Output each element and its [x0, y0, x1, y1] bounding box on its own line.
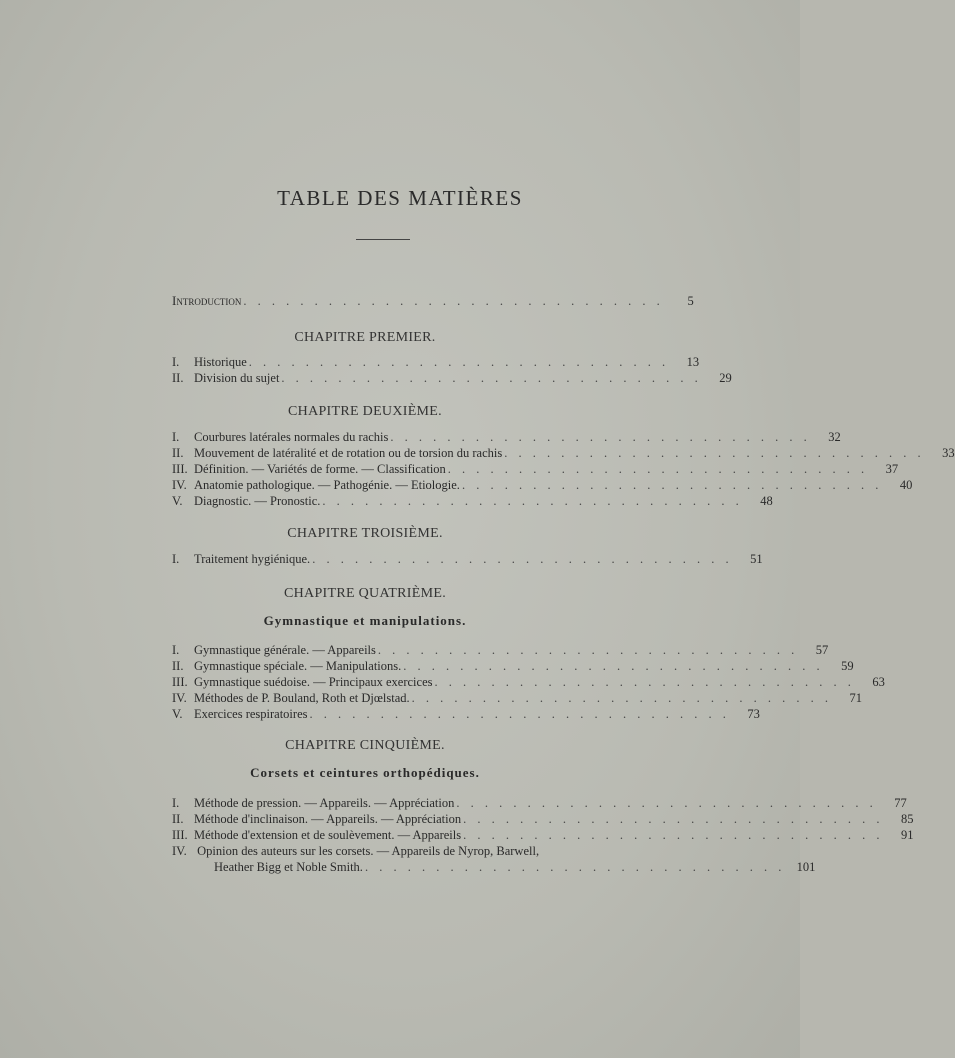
toc-entry-label: Méthodes de P. Bouland, Roth et Djœlstad. [194, 691, 410, 705]
chapter-subtitle: Corsets et ceintures orthopédiques. [250, 765, 480, 780]
leader-dots: . . . . . . . . . . . . . . . . . . . . . . . . . . . . . . [463, 812, 884, 826]
toc-entry-label: Gymnastique spéciale. — Manipulations. [194, 659, 402, 673]
toc-entry-label: Méthode de pression. — Appareils. — Appréciation [194, 796, 455, 810]
toc-entry-label: Gymnastique suédoise. — Principaux exercices [194, 675, 433, 689]
toc-entry-number: II. [172, 659, 184, 673]
leader-dots: . . . . . . . . . . . . . . . . . . . . . . . . . . . . . . [322, 494, 743, 508]
toc-entry[interactable] [172, 354, 700, 370]
toc-entry-label: Méthode d'extension et de soulèvement. — Appareils [194, 828, 462, 842]
toc-entry-introduction[interactable] [172, 293, 694, 309]
toc-entry-number: III. [172, 675, 188, 689]
toc-entry[interactable] [172, 477, 913, 493]
leader-dots: . . . . . . . . . . . . . . . . . . . . . . . . . . . . . . [504, 446, 925, 460]
toc-entry-number: I. [172, 643, 180, 657]
toc-entry-page: 13 [686, 355, 700, 369]
leader-dots: . . . . . . . . . . . . . . . . . . . . . . . . . . . . . . [463, 828, 884, 842]
toc-entry-number: I. [172, 430, 180, 444]
leader-dots: . . . . . . . . . . . . . . . . . . . . . . . . . . . . . . [312, 552, 733, 566]
leader-dots: . . . . . . . . . . . . . . . . . . . . . . . . . . . . . . [243, 294, 664, 308]
toc-entry-page: 63 [872, 675, 885, 689]
chapter-heading: CHAPITRE QUATRIÈME. [283, 586, 447, 601]
toc-entry-page: 51 [750, 552, 763, 566]
toc-entry[interactable] [172, 811, 914, 827]
toc-entry-page: 71 [849, 691, 862, 705]
toc-entry-number: II. [172, 371, 184, 385]
toc-entry-page: 57 [815, 643, 829, 657]
chapter-heading: CHAPITRE TROISIÈME. [287, 526, 443, 541]
toc-entry[interactable] [172, 445, 955, 461]
leader-dots: . . . . . . . . . . . . . . . . . . . . . . . . . . . . . . [447, 462, 869, 476]
toc-entry-number: I. [172, 796, 180, 810]
toc-entry-number: V. [172, 494, 183, 508]
leader-dots: . . . . . . . . . . . . . . . . . . . . . . . . . . . . . . [390, 430, 811, 444]
leader-dots: . . . . . . . . . . . . . . . . . . . . . . . . . . . . . . [403, 659, 824, 673]
toc-entry[interactable] [172, 493, 773, 509]
leader-dots: . . . . . . . . . . . . . . . . . . . . . . . . . . . . . . [456, 796, 877, 810]
toc-entry-number: IV. [172, 844, 187, 858]
toc-entry-label: Exercices respiratoires [194, 707, 308, 721]
toc-entry-number: IV. [172, 478, 187, 492]
toc-entry-number: III. [172, 828, 188, 842]
leader-dots: . . . . . . . . . . . . . . . . . . . . . . . . . . . . . . [411, 691, 832, 705]
toc-entry-page: 59 [841, 659, 854, 673]
leader-dots: . . . . . . . . . . . . . . . . . . . . . . . . . . . . . . [461, 478, 883, 492]
toc-entry[interactable] [172, 690, 862, 706]
toc-entry-number: IV. [172, 691, 187, 705]
toc-entry-page: 29 [719, 371, 732, 385]
leader-dots: . . . . . . . . . . . . . . . . . . . . . . . . . . . . . . [434, 675, 855, 689]
toc-entry-page: 91 [901, 828, 914, 842]
toc-entry-number: I. [172, 355, 180, 369]
toc-entry[interactable] [172, 551, 763, 567]
toc-entry-label: Anatomie pathologique. — Pathogénie. — Etiologie. [194, 478, 460, 492]
toc-entry-page: 5 [687, 294, 694, 308]
toc-entry-label: Courbures latérales normales du rachis [194, 430, 389, 444]
toc-entry-label: Gymnastique générale. — Appareils [194, 643, 376, 657]
leader-dots: . . . . . . . . . . . . . . . . . . . . . . . . . . . . . . [309, 707, 730, 721]
toc-entry-page: 85 [901, 812, 914, 826]
toc-entry-line1[interactable] [172, 843, 560, 859]
toc-entry[interactable] [172, 642, 829, 658]
toc-entry-page: 73 [747, 707, 760, 721]
toc-entry-page: 37 [885, 462, 899, 476]
page-title: TABLE DES MATIÈRES [277, 186, 523, 210]
leader-dots: . . . . . . . . . . . . . . . . . . . . . . . . . . . . . . [248, 355, 670, 369]
toc-entry[interactable] [172, 706, 760, 722]
toc-entry-line2[interactable] [214, 859, 816, 875]
toc-entry[interactable] [172, 461, 899, 477]
toc-entry-label: Mouvement de latéralité et de rotation ou de torsion du rachis [194, 446, 503, 460]
toc-entry-number: II. [172, 812, 184, 826]
toc-entry-page: 77 [894, 796, 907, 810]
toc-entry-label: Traitement hygiénique. [194, 552, 311, 566]
toc-entry[interactable] [172, 658, 854, 674]
chapter-heading: CHAPITRE DEUXIÈME. [288, 404, 442, 419]
leader-dots: . . . . . . . . . . . . . . . . . . . . . . . . . . . . . . [281, 371, 702, 385]
toc-entry-page: 48 [760, 494, 773, 508]
toc-entry-label: Diagnostic. — Pronostic. [194, 494, 321, 508]
toc-entry-label: Définition. — Variétés de forme. — Classification [194, 462, 446, 476]
toc-entry-label: Introduction [172, 293, 242, 308]
toc-entry[interactable] [172, 429, 841, 445]
toc-entry[interactable] [172, 827, 914, 843]
toc-entry-page: 32 [828, 430, 841, 444]
toc-entry-page: 101 [796, 860, 816, 874]
leader-dots: . . . . . . . . . . . . . . . . . . . . . . . . . . . . . . [377, 643, 799, 657]
chapter-heading: CHAPITRE CINQUIÈME. [285, 738, 445, 753]
chapter-heading: CHAPITRE PREMIER. [294, 330, 436, 345]
title-rule [356, 239, 410, 240]
toc-entry-label: Opinion des auteurs sur les corsets. — Appareils de Nyrop, Barwell, [197, 844, 540, 858]
toc-entry[interactable] [172, 370, 732, 386]
toc-entry-label: Méthode d'inclinaison. — Appareils. — Appréciation [194, 812, 462, 826]
toc-entry-page: 33 [942, 446, 955, 460]
chapter-subtitle: Gymnastique et manipulations. [263, 613, 467, 628]
toc-entry-page: 40 [899, 478, 913, 492]
toc-entry-number: V. [172, 707, 183, 721]
toc-entry-number: I. [172, 552, 180, 566]
toc-entry-label-continued: Heather Bigg et Noble Smith. [214, 860, 363, 874]
toc-entry-number: II. [172, 446, 184, 460]
toc-entry-number: III. [172, 462, 188, 476]
toc-entry-label: Division du sujet [194, 371, 280, 385]
toc-entry[interactable] [172, 674, 885, 690]
toc-entry[interactable] [172, 795, 907, 811]
toc-entry-label: Historique [194, 355, 247, 369]
leader-dots: . . . . . . . . . . . . . . . . . . . . . . . . . . . . . . [364, 860, 786, 874]
